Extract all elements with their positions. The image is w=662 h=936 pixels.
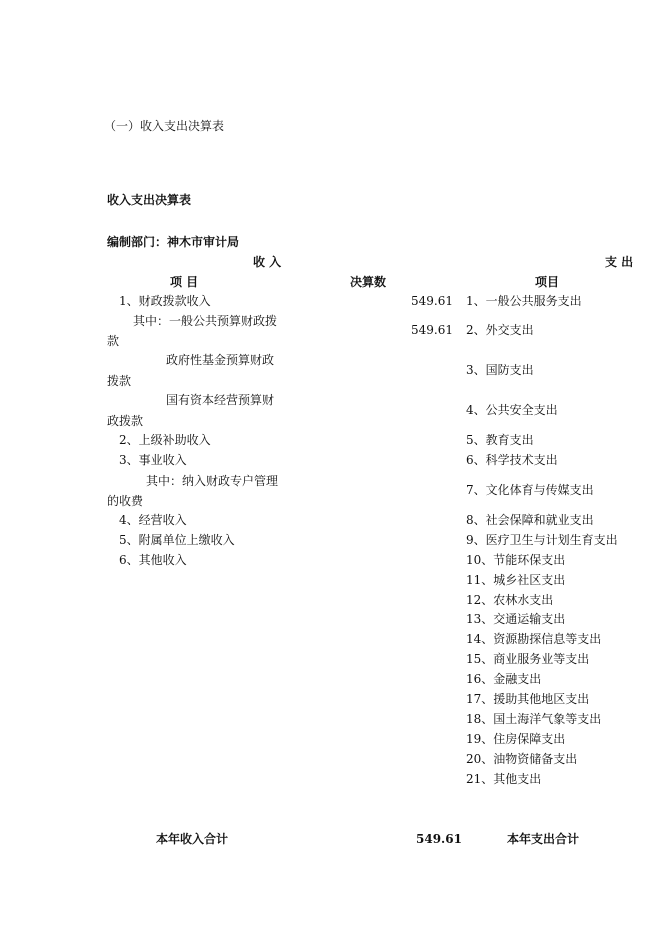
expense-row-label: 21、其他支出 (466, 772, 542, 786)
expense-row-label: 9、医疗卫生与计划生育支出 (466, 533, 618, 547)
expense-row-label: 7、文化体育与传媒支出 (466, 483, 594, 497)
table-title: 收入支出决算表 (107, 193, 192, 207)
income-row-label: 政府性基金预算财政 (166, 353, 275, 367)
expense-row-label: 15、商业服务业等支出 (466, 652, 590, 666)
income-row-label: 其中：纳入财政专户管理 (146, 474, 279, 488)
expense-row-label: 1、一般公共服务支出 (466, 294, 582, 308)
expense-row-label: 19、住房保障支出 (466, 732, 566, 746)
expense-row-label: 18、国土海洋气象等支出 (466, 712, 602, 726)
expense-row-label: 3、国防支出 (466, 363, 534, 377)
income-row-amount: 549.61 (411, 323, 453, 337)
expense-row-label: 13、交通运输支出 (466, 612, 566, 626)
income-row-label-continued: 拨款 (107, 374, 132, 388)
expense-row-label: 6、科学技术支出 (466, 453, 558, 467)
expense-total-label: 本年支出合计 (507, 832, 580, 846)
expense-row-label: 8、社会保障和就业支出 (466, 513, 594, 527)
income-row-label: 国有资本经营预算财 (166, 393, 275, 407)
expense-row-label: 17、援助其他地区支出 (466, 692, 590, 706)
amount-column-header: 决算数 (350, 275, 387, 289)
expense-row-label: 16、金融支出 (466, 672, 542, 686)
expense-row-label: 12、农林水支出 (466, 593, 554, 607)
income-row-label: 5、附属单位上缴收入 (119, 533, 235, 547)
income-total-label: 本年收入合计 (156, 832, 229, 846)
income-row-label-continued: 款 (107, 334, 120, 348)
income-row-label: 4、经营收入 (119, 513, 187, 527)
section-heading: （一）收入支出决算表 (104, 119, 225, 133)
expense-row-label: 14、资源勘探信息等支出 (466, 632, 602, 646)
income-header: 收 入 (253, 255, 282, 269)
income-row-label: 1、财政拨款收入 (119, 294, 211, 308)
expense-row-label: 5、教育支出 (466, 433, 534, 447)
expense-row-label: 4、公共安全支出 (466, 403, 558, 417)
income-row-label: 6、其他收入 (119, 553, 187, 567)
expense-item-column-header: 项目 (535, 275, 560, 289)
expense-row-label: 20、油物资储备支出 (466, 752, 578, 766)
expense-row-label: 10、节能环保支出 (466, 553, 566, 567)
income-row-label-continued: 的收费 (107, 494, 144, 508)
income-total-amount: 549.61 (416, 832, 462, 846)
income-row-label: 2、上级补助收入 (119, 433, 211, 447)
expense-row-label: 2、外交支出 (466, 323, 534, 337)
income-row-label: 其中：一般公共预算财政拨 (133, 314, 278, 328)
income-row-label: 3、事业收入 (119, 453, 187, 467)
income-item-column-header: 项 目 (170, 275, 199, 289)
income-row-amount: 549.61 (411, 294, 453, 308)
compiling-department: 编制部门：神木市审计局 (107, 235, 240, 249)
expense-row-label: 11、城乡社区支出 (466, 573, 566, 587)
expense-header: 支 出 (605, 255, 634, 269)
income-row-label-continued: 政拨款 (107, 414, 144, 428)
